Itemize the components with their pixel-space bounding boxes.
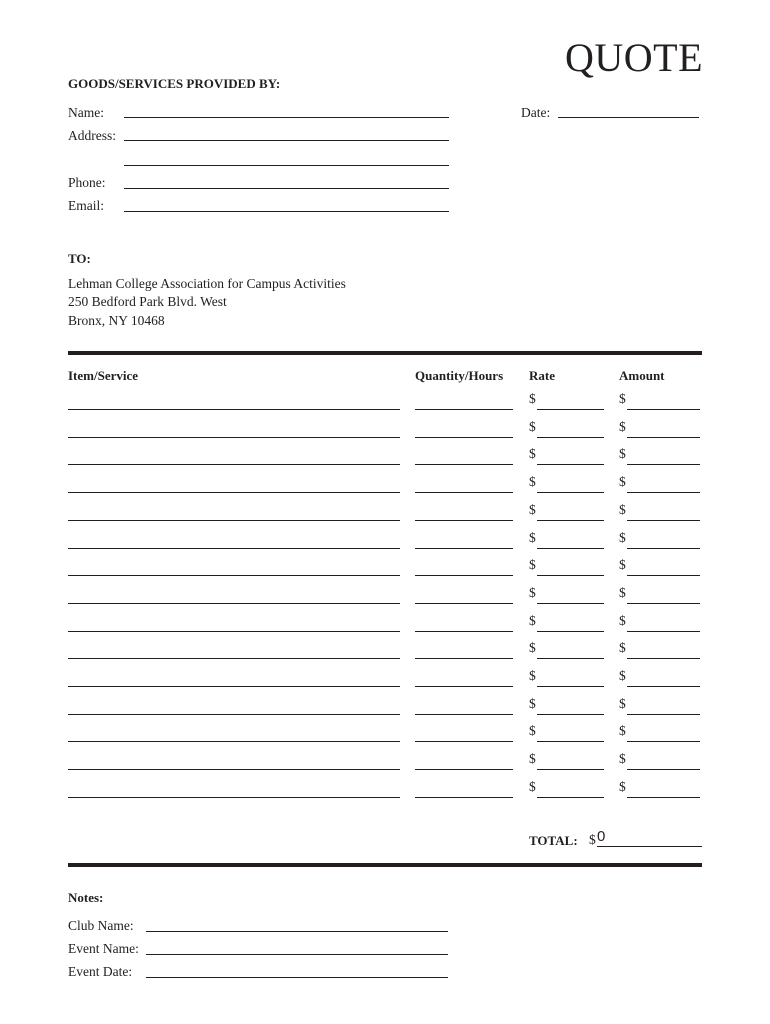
amount-field[interactable] — [627, 751, 700, 770]
table-row — [0, 779, 770, 797]
item-field[interactable] — [68, 751, 400, 770]
quantity-field[interactable] — [415, 391, 513, 410]
table-row — [0, 530, 770, 548]
total-label: TOTAL: — [529, 833, 578, 848]
amount-currency: $ — [619, 723, 626, 739]
amount-field[interactable] — [627, 391, 700, 410]
item-field[interactable] — [68, 474, 400, 493]
quantity-field[interactable] — [415, 530, 513, 549]
notes-heading: Notes: — [68, 890, 104, 905]
rate-field[interactable] — [537, 557, 604, 576]
recipient-city: Bronx, NY 10468 — [68, 313, 165, 328]
quantity-field[interactable] — [415, 557, 513, 576]
rate-field[interactable] — [537, 696, 604, 715]
item-field[interactable] — [68, 613, 400, 632]
rate-currency: $ — [529, 501, 536, 517]
amount-currency: $ — [619, 778, 626, 794]
table-row — [0, 502, 770, 520]
total-field[interactable] — [597, 826, 702, 847]
table-row — [0, 696, 770, 714]
phone-field[interactable] — [124, 170, 449, 189]
quantity-field[interactable] — [415, 419, 513, 438]
quantity-field[interactable] — [415, 751, 513, 770]
amount-currency: $ — [619, 418, 626, 434]
amount-field[interactable] — [627, 557, 700, 576]
table-top-divider — [68, 351, 702, 355]
item-field[interactable] — [68, 557, 400, 576]
amount-field[interactable] — [627, 530, 700, 549]
rate-currency: $ — [529, 723, 536, 739]
amount-field[interactable] — [627, 668, 700, 687]
amount-currency: $ — [619, 751, 626, 767]
phone-label: Phone: — [68, 175, 106, 190]
recipient-heading: TO: — [68, 251, 91, 266]
column-header-item: Item/Service — [68, 368, 139, 383]
item-field[interactable] — [68, 502, 400, 521]
table-row — [0, 640, 770, 658]
rate-currency: $ — [529, 695, 536, 711]
table-row — [0, 723, 770, 741]
table-bottom-divider — [68, 863, 702, 867]
address-field-line-2[interactable] — [124, 147, 449, 166]
rate-currency: $ — [529, 474, 536, 490]
amount-field[interactable] — [627, 502, 700, 521]
date-label: Date: — [521, 105, 551, 120]
amount-currency: $ — [619, 474, 626, 490]
rate-currency: $ — [529, 529, 536, 545]
recipient-street: 250 Bedford Park Blvd. West — [68, 294, 227, 309]
quantity-field[interactable] — [415, 446, 513, 465]
rate-field[interactable] — [537, 613, 604, 632]
amount-field[interactable] — [627, 779, 700, 798]
address-field-line-1[interactable] — [124, 122, 449, 141]
address-label: Address: — [68, 128, 116, 143]
rate-field[interactable] — [537, 446, 604, 465]
quantity-field[interactable] — [415, 668, 513, 687]
quantity-field[interactable] — [415, 723, 513, 742]
event-name-field[interactable] — [146, 936, 448, 955]
rate-currency: $ — [529, 612, 536, 628]
rate-field[interactable] — [537, 723, 604, 742]
rate-currency: $ — [529, 557, 536, 573]
club-name-field[interactable] — [146, 913, 448, 932]
amount-field[interactable] — [627, 419, 700, 438]
quantity-field[interactable] — [415, 502, 513, 521]
table-row — [0, 557, 770, 575]
total-currency: $ — [589, 832, 596, 847]
amount-field[interactable] — [627, 474, 700, 493]
rate-currency: $ — [529, 446, 536, 462]
rate-field[interactable] — [537, 585, 604, 604]
event-name-label: Event Name: — [68, 941, 139, 956]
quantity-field[interactable] — [415, 779, 513, 798]
provider-name-field[interactable] — [124, 99, 449, 118]
column-header-amount: Amount — [619, 368, 665, 383]
quantity-field[interactable] — [415, 640, 513, 659]
rate-field[interactable] — [537, 502, 604, 521]
recipient-org: Lehman College Association for Campus Activities — [68, 276, 346, 291]
table-row — [0, 613, 770, 631]
email-field[interactable] — [124, 193, 449, 212]
rate-currency: $ — [529, 778, 536, 794]
amount-currency: $ — [619, 640, 626, 656]
rate-currency: $ — [529, 668, 536, 683]
rate-field[interactable] — [537, 668, 604, 687]
quantity-field[interactable] — [415, 474, 513, 493]
amount-currency: $ — [619, 612, 626, 628]
amount-field[interactable] — [627, 585, 700, 604]
table-row — [0, 391, 770, 409]
club-name-label: Club Name: — [68, 918, 134, 933]
table-row — [0, 446, 770, 464]
column-header-quantity: Quantity/Hours — [415, 368, 504, 383]
table-row — [0, 419, 770, 437]
amount-currency: $ — [619, 391, 626, 406]
item-field[interactable] — [68, 446, 400, 465]
item-field[interactable] — [68, 419, 400, 438]
item-field[interactable] — [68, 391, 400, 410]
provider-heading: GOODS/SERVICES PROVIDED BY: — [68, 76, 281, 91]
column-header-rate: Rate — [529, 368, 555, 383]
rate-field[interactable] — [537, 391, 604, 410]
amount-currency: $ — [619, 584, 626, 600]
amount-field[interactable] — [627, 446, 700, 465]
amount-currency: $ — [619, 501, 626, 517]
table-row — [0, 668, 770, 686]
rate-currency: $ — [529, 640, 536, 656]
item-field[interactable] — [68, 668, 400, 687]
quantity-field[interactable] — [415, 613, 513, 632]
date-field[interactable] — [558, 99, 699, 118]
item-field[interactable] — [68, 696, 400, 715]
amount-currency: $ — [619, 695, 626, 711]
rate-field[interactable] — [537, 474, 604, 493]
quantity-field[interactable] — [415, 585, 513, 604]
table-row — [0, 474, 770, 492]
document-title: QUOTE — [565, 35, 704, 80]
item-field[interactable] — [68, 585, 400, 604]
rate-currency: $ — [529, 418, 536, 434]
name-label: Name: — [68, 105, 104, 120]
rate-field[interactable] — [537, 419, 604, 438]
item-field[interactable] — [68, 779, 400, 798]
rate-field[interactable] — [537, 779, 604, 798]
event-date-label: Event Date: — [68, 964, 133, 979]
amount-field[interactable] — [627, 640, 700, 659]
amount-field[interactable] — [627, 723, 700, 742]
amount-currency: $ — [619, 557, 626, 573]
amount-currency: $ — [619, 668, 626, 683]
rate-field[interactable] — [537, 751, 604, 770]
rate-currency: $ — [529, 584, 536, 600]
quantity-field[interactable] — [415, 696, 513, 715]
amount-field[interactable] — [627, 696, 700, 715]
item-field[interactable] — [68, 723, 400, 742]
table-row — [0, 751, 770, 769]
amount-currency: $ — [619, 446, 626, 462]
email-label: Email: — [68, 198, 104, 213]
item-field[interactable] — [68, 640, 400, 659]
rate-currency: $ — [529, 751, 536, 767]
event-date-field[interactable] — [146, 959, 448, 978]
rate-field[interactable] — [537, 640, 604, 659]
item-field[interactable] — [68, 530, 400, 549]
amount-field[interactable] — [627, 613, 700, 632]
amount-currency: $ — [619, 529, 626, 545]
rate-field[interactable] — [537, 530, 604, 549]
rate-currency: $ — [529, 391, 536, 406]
table-row — [0, 585, 770, 603]
